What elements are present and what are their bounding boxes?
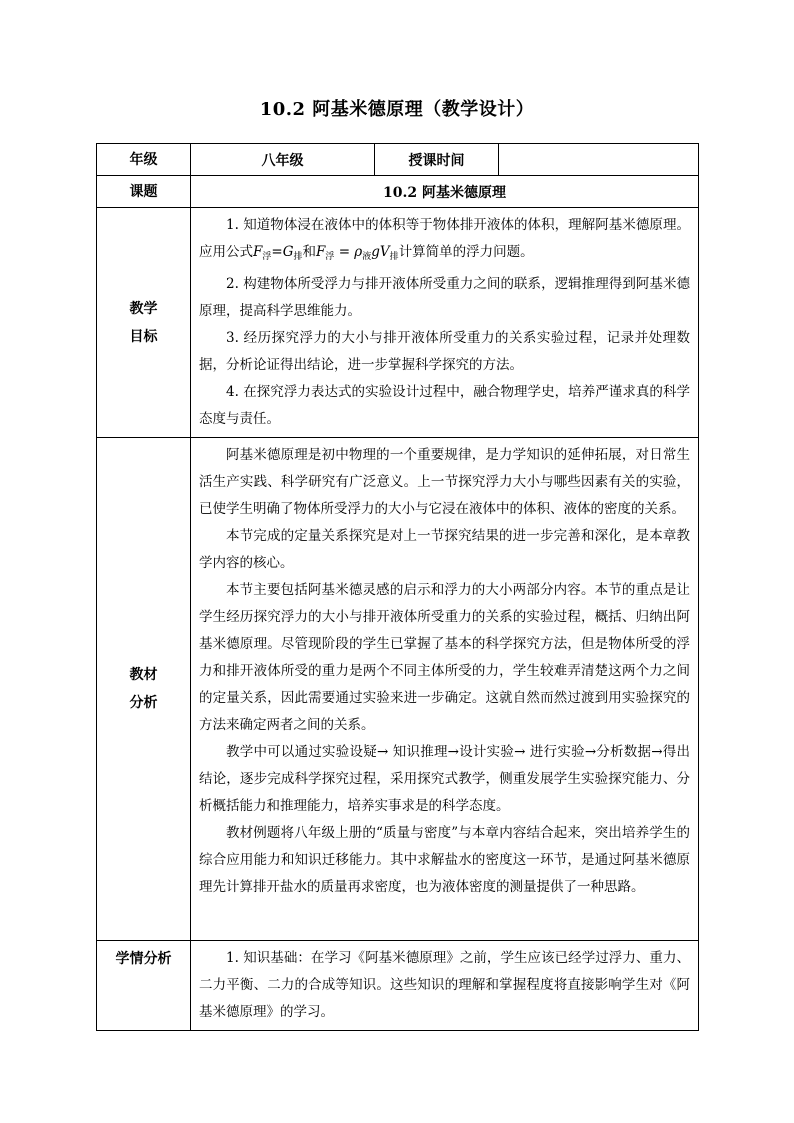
time-label: 授课时间	[375, 144, 499, 176]
material-paragraph-4: 教学中可以通过实验设疑→ 知识推理→设计实验→ 进行实验→分析数据→得出结论，逐步完成科学探究过程，采用探究式教学，侧重发展学生实验探究能力、分析概括能力和推理能力，培养实事求是的科学态度。	[199, 744, 690, 814]
material-paragraph-3: 本节主要包括阿基米德灵感的启示和浮力的大小两部分内容。本节的重点是让学生经历探究浮力的大小与排开液体所受重力的关系的实验过程，概括、归纳出阿基米德原理。尽管现阶段的学生已掌握了基本的科学探究方法，但是物体所受的浮力和排开液体所受的重力是两个不同主体所受的力，学生较难弄清楚这两个力之间的定量关系，因此需要通过实验来进一步确定。这就自然而然过渡到用实验探究的方法来确定两者之间的关系。	[199, 582, 690, 733]
material-paragraph-5: 教材例题将八年级上册的“质量与密度”与本章内容结合起来，突出培养学生的综合应用能力和知识迁移能力。其中求解盐水的密度这一环节，是通过阿基米德原理先计算排开盐水的质量再求密度，也为液体密度的测量提供了一种思路。	[199, 825, 690, 895]
material-label	[97, 438, 191, 941]
material-paragraph-1: 阿基米德原理是初中物理的一个重要规律，是力学知识的延伸拓展，对日常生活生产实践、科学研究有广泛意义。上一节探究浮力大小与哪些因素有关的实验，已使学生明确了物体所受浮力的大小与它浸在液体中的体积、液体的密度的关系。	[199, 447, 690, 517]
material-row	[97, 438, 699, 941]
learner-paragraph-1: 1. 知识基础：在学习《阿基米德原理》之前，学生应该已经学过浮力、重力、二力平衡、二力的合成等知识。这些知识的理解和掌握程度将直接影响学生对《阿基米德原理》的学习。	[199, 950, 690, 1020]
topic-row	[97, 176, 699, 208]
goals-row	[97, 208, 699, 438]
goal-paragraph-3: 3. 经历探究浮力的大小与排开液体所受重力的关系实验过程，记录并处理数据，分析论证得出结论，进一步掌握科学探究的方法。	[199, 330, 690, 373]
grade-value: 八年级	[191, 144, 375, 176]
material-label-line1: 教材	[129, 667, 158, 683]
topic-label: 课题	[97, 176, 191, 208]
learner-content	[191, 941, 699, 1031]
goals-label	[97, 208, 191, 438]
learner-label: 学情分析	[97, 941, 191, 1031]
learner-row	[97, 941, 699, 1031]
grade-label: 年级	[97, 144, 191, 176]
material-content	[191, 438, 699, 941]
goal-paragraph-2: 2. 构建物体所受浮力与排开液体所受重力之间的联系，逻辑推理得到阿基米德原理，提高科学思维能力。	[199, 276, 690, 319]
grade-row	[97, 144, 699, 176]
material-paragraph-2: 本节完成的定量关系探究是对上一节探究结果的进一步完善和深化，是本章教学内容的核心。	[199, 528, 690, 571]
goal-paragraph-1: 1. 知道物体浸在液体中的体积等于物体排开液体的体积，理解阿基米德原理。应用公式$F_浮=G_排$和$F_浮 = \rho_液gV_排$计算简单的浮力问题。	[199, 217, 690, 262]
lesson-plan-table	[96, 143, 699, 1031]
goal-paragraph-4: 4. 在探究浮力表达式的实验设计过程中，融合物理学史，培养严谨求真的科学态度与责任。	[199, 384, 690, 427]
goals-content	[191, 208, 699, 438]
document-title: 10.2 阿基米德原理（教学设计）	[259, 99, 535, 120]
goals-label-line2: 目标	[129, 328, 158, 345]
topic-value: 10.2 阿基米德原理	[191, 176, 699, 208]
material-label-line2: 分析	[129, 695, 158, 711]
goals-label-line1: 教学	[129, 300, 158, 317]
time-value	[499, 144, 699, 176]
